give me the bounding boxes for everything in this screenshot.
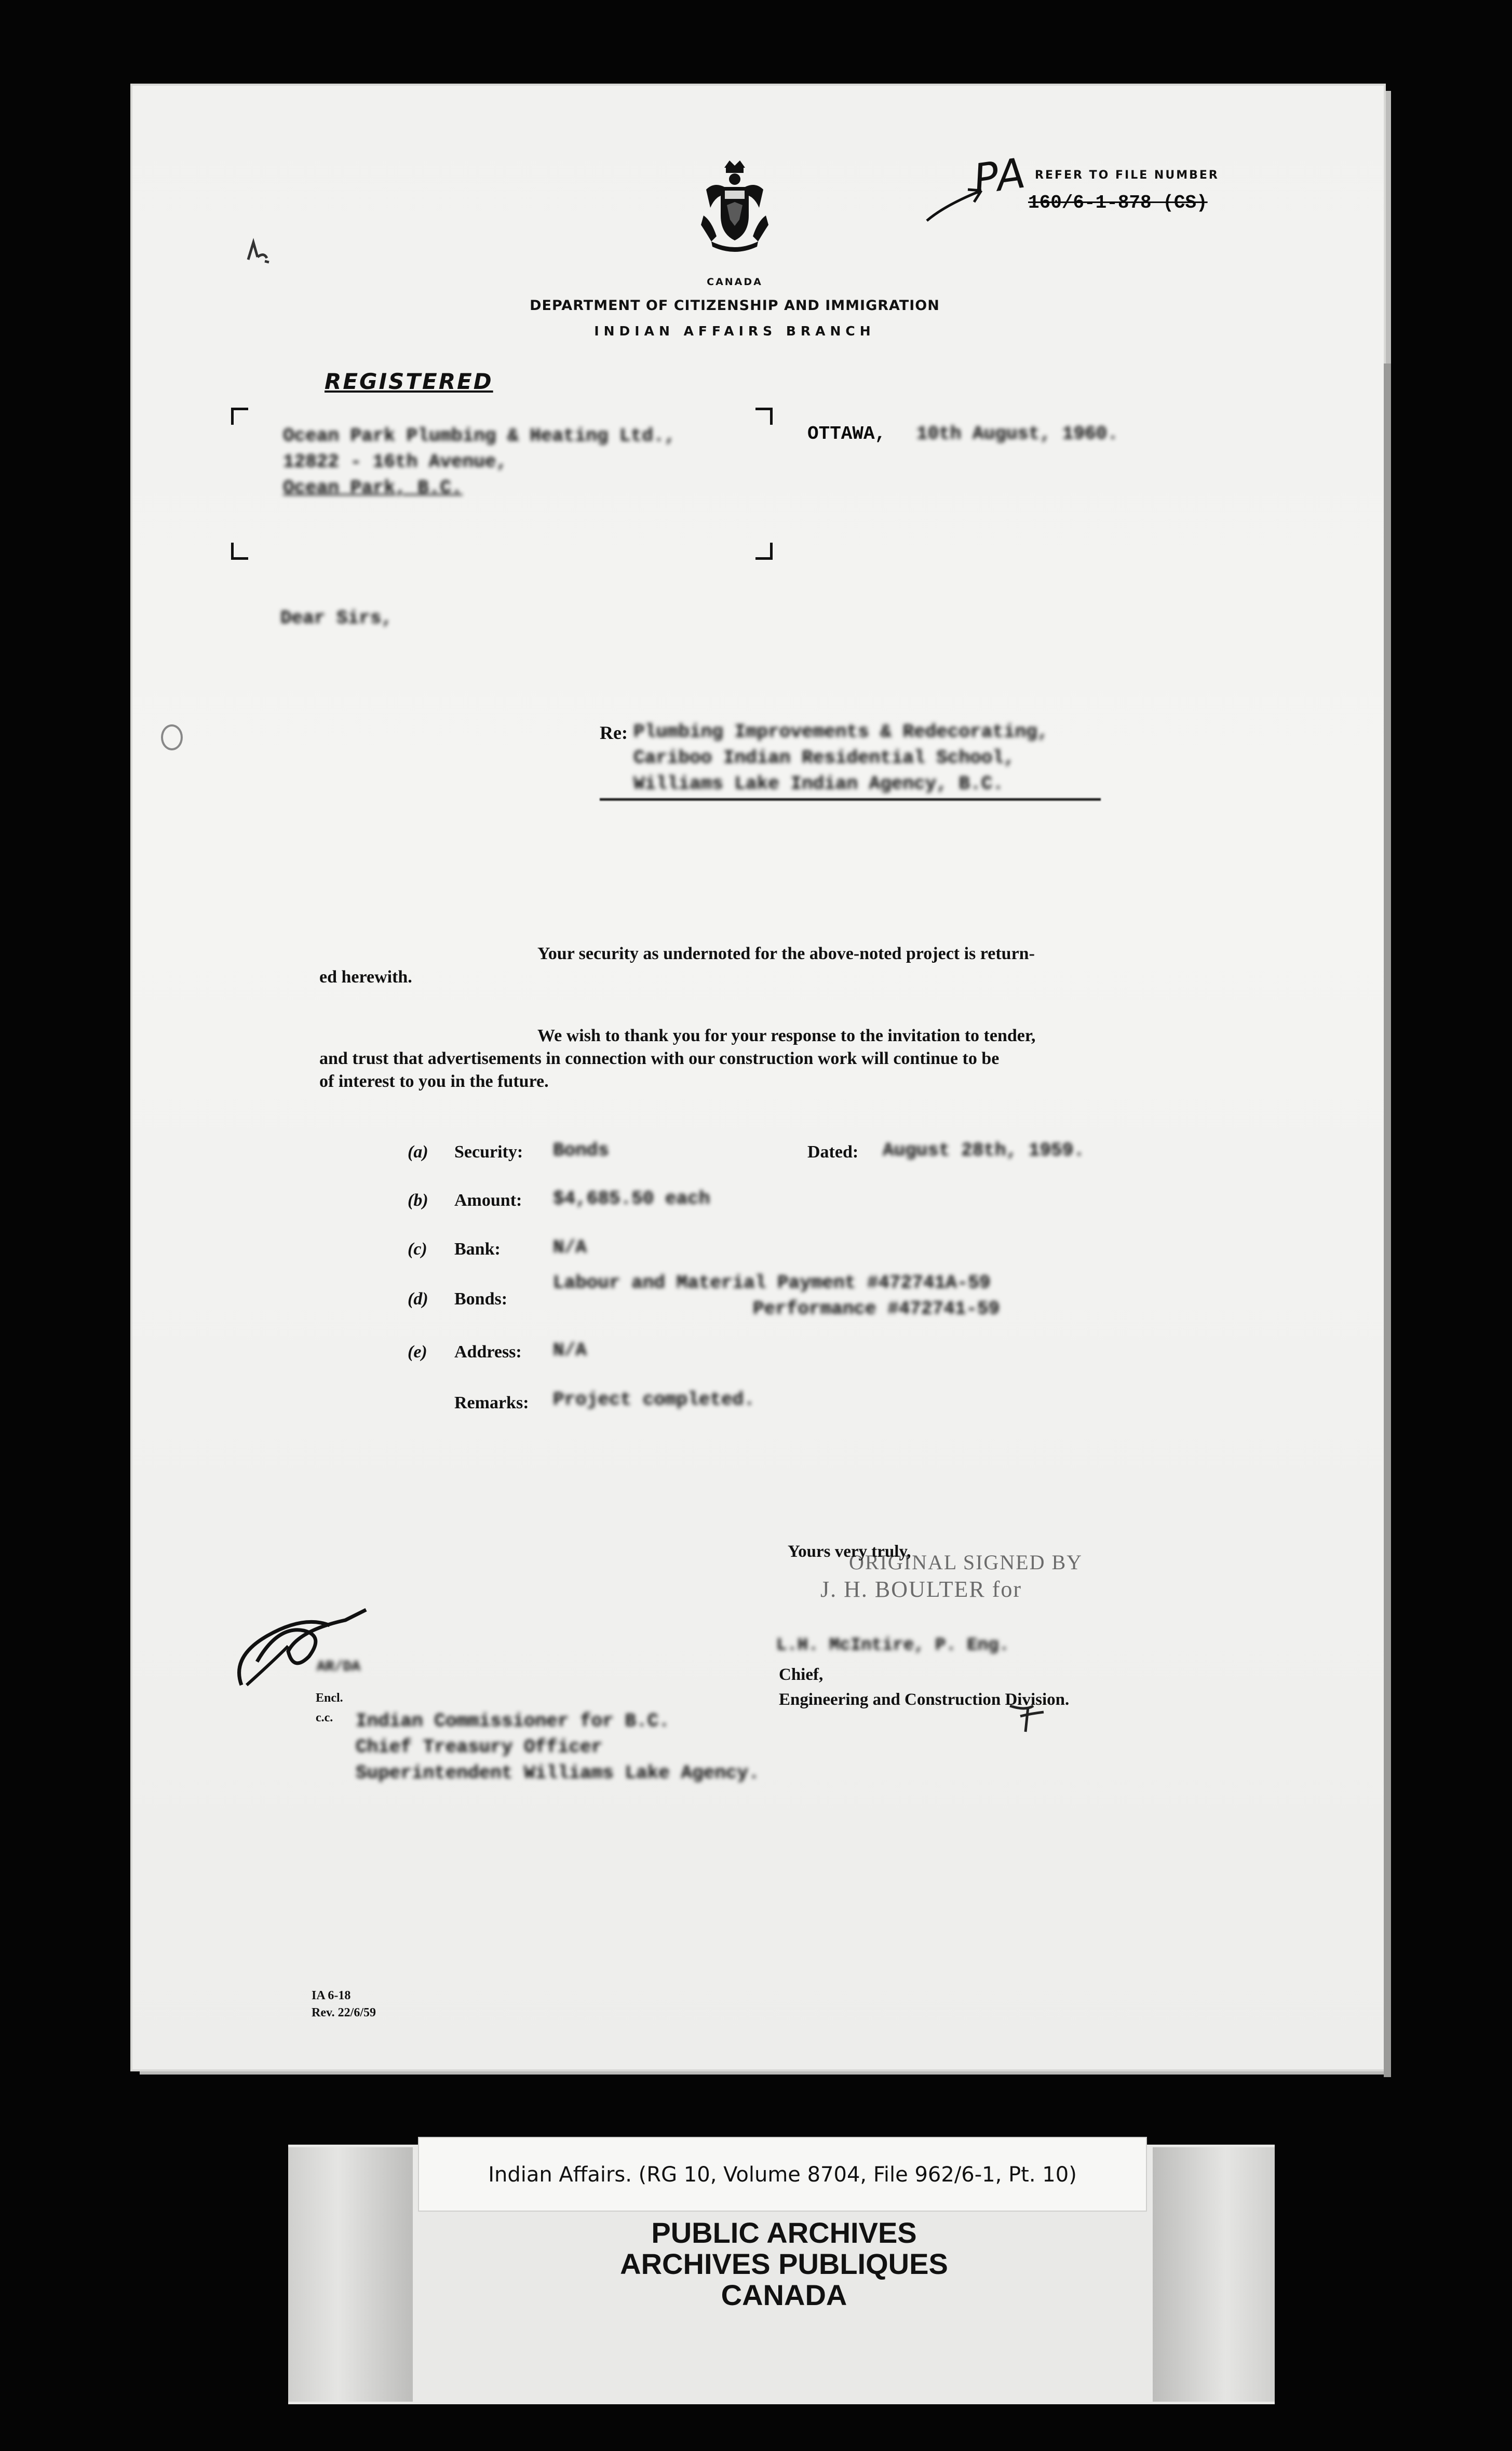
bonds-value-2: Performance #472741-59	[753, 1298, 1000, 1319]
handwritten-initials-icon	[226, 1594, 382, 1698]
remarks-label: Remarks:	[454, 1393, 529, 1412]
re-underline	[600, 798, 1101, 801]
item-letter: (e)	[408, 1342, 427, 1362]
form-code: IA 6-18	[312, 1989, 351, 2002]
cc-recipient: Indian Commissioner for B.C.	[356, 1711, 670, 1732]
signed-stamp-line-2: J. H. BOULTER for	[820, 1577, 1022, 1602]
item-letter: (c)	[408, 1240, 427, 1259]
address-label: Address:	[454, 1342, 522, 1362]
department-heading: DEPARTMENT OF CITIZENSHIP AND IMMIGRATION	[530, 298, 940, 314]
re-subject	[633, 719, 1048, 797]
address-corner	[755, 408, 773, 425]
signatory-title-1: Chief,	[779, 1665, 824, 1684]
re-line: Plumbing Improvements & Redecorating,	[633, 721, 1049, 743]
addressee-block	[283, 423, 676, 501]
handwritten-mark-icon	[244, 236, 275, 267]
addressee-line: 12822 - 16th Avenue,	[283, 451, 508, 473]
addressee-line: Ocean Park Plumbing & Heating Ltd.,	[283, 425, 676, 447]
handwritten-note: PA	[970, 149, 1028, 204]
paragraph-2-line-2: and trust that advertisements in connection with our construction work will continue to be	[319, 1049, 1000, 1068]
salutation: Dear Sirs,	[280, 608, 393, 629]
place: OTTAWA,	[807, 423, 886, 445]
registered-label: REGISTERED	[325, 369, 493, 394]
paper-stack-edge	[1384, 363, 1391, 2077]
handwritten-arrow-icon	[924, 179, 992, 226]
security-label: Security:	[454, 1142, 523, 1162]
addressee-line: Ocean Park, B.C.	[283, 477, 463, 499]
punch-hole	[161, 724, 183, 750]
item-letter: (b)	[408, 1191, 428, 1210]
complimentary-close: Yours very truly,	[788, 1542, 911, 1561]
address-corner	[231, 543, 248, 560]
paragraph-2-line-1: We wish to thank you for your response to the invitation to tender,	[537, 1026, 1036, 1045]
bank-label: Bank:	[454, 1240, 501, 1259]
item-letter: (d)	[408, 1289, 428, 1309]
signatory-title-2: Engineering and Construction Division.	[779, 1690, 1070, 1709]
re-line: Cariboo Indian Residential School,	[633, 747, 1015, 769]
bonds-label: Bonds:	[454, 1289, 508, 1309]
archive-line-2: ARCHIVES PUBLIQUES	[620, 2247, 948, 2280]
archive-line-3: CANADA	[721, 2279, 847, 2311]
amount-value: $4,685.50 each	[553, 1188, 710, 1209]
amount-label: Amount:	[454, 1191, 522, 1210]
letter-date: 10th August, 1960.	[916, 423, 1118, 445]
address-value: N/A	[553, 1340, 587, 1361]
enclosure-label: Encl.	[316, 1691, 343, 1705]
handwritten-tick-icon	[1005, 1695, 1051, 1742]
archive-reference-card	[418, 2137, 1147, 2212]
re-line: Williams Lake Indian Agency, B.C.	[633, 773, 1004, 794]
bonds-value-1: Labour and Material Payment #472741A-59	[553, 1272, 991, 1294]
letter-page	[132, 86, 1384, 2069]
cc-label: c.c.	[316, 1711, 333, 1725]
reference-initials: AR/DA	[317, 1659, 361, 1675]
security-value: Bonds	[553, 1140, 610, 1161]
remarks-value: Project completed.	[553, 1389, 755, 1410]
branch-heading: INDIAN AFFAIRS BRANCH	[594, 324, 875, 339]
item-letter: (a)	[408, 1142, 428, 1162]
signatory-name: L.H. McIntire, P. Eng.	[776, 1636, 1009, 1655]
address-corner	[755, 543, 773, 560]
file-number: 160/6-1-878 (CS)	[1028, 192, 1208, 213]
archive-reference: Indian Affairs. (RG 10, Volume 8704, File 962/6-1, Pt. 10)	[488, 2163, 1077, 2187]
bank-value: N/A	[553, 1237, 587, 1258]
cc-recipient: Superintendent Williams Lake Agency.	[356, 1762, 760, 1784]
re-label: Re:	[600, 722, 628, 743]
form-revision: Rev. 22/6/59	[312, 2006, 376, 2019]
archive-stamp	[524, 2217, 1044, 2311]
cc-recipient: Chief Treasury Officer	[356, 1736, 603, 1758]
signed-stamp-line-1: ORIGINAL SIGNED BY	[849, 1551, 1083, 1574]
dated-label: Dated:	[807, 1142, 859, 1162]
cc-list	[356, 1708, 760, 1786]
address-corner	[231, 408, 248, 425]
archive-line-1: PUBLIC ARCHIVES	[651, 2216, 917, 2249]
coat-of-arms-icon	[696, 158, 774, 254]
paragraph-1-line-2: ed herewith.	[319, 967, 412, 987]
strip-right-clip	[1153, 2147, 1275, 2402]
country-label: CANADA	[707, 276, 763, 288]
file-number-label: REFER TO FILE NUMBER	[1035, 169, 1219, 182]
strip-left-clip	[288, 2147, 413, 2402]
paragraph-2-line-3: of interest to you in the future.	[319, 1072, 549, 1091]
paragraph-1-line-1: Your security as undernoted for the above-noted project is return-	[537, 944, 1035, 963]
dated-value: August 28th, 1959.	[883, 1140, 1085, 1161]
